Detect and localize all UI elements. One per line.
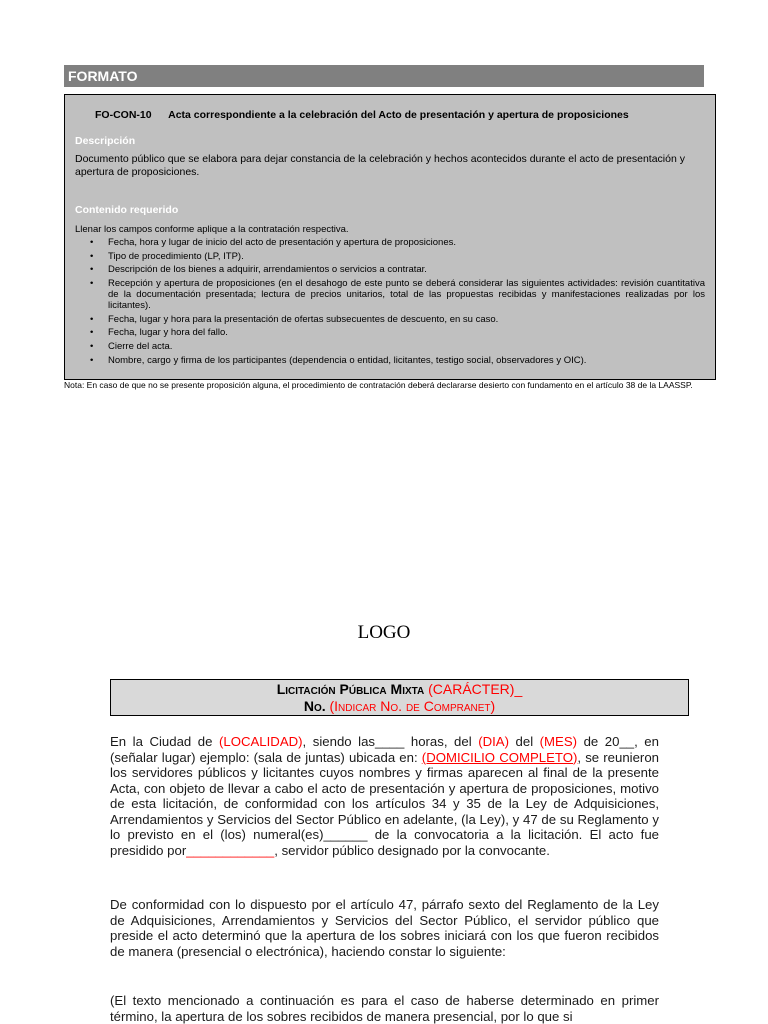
text-run: , siendo las____ horas, del — [302, 734, 479, 749]
list-item: • Cierre del acta. — [75, 341, 705, 352]
text-run: del — [508, 734, 540, 749]
text-run: de 20__, en (señalar lugar) ejemplo: (sala de juntas) ubicada en: — [110, 734, 659, 765]
text-run: , se reunieron los servidores públicos y licitantes cuyos nombres y firmas aparecen al final de la presente Acta, con objeto de llevar a cabo el acto de presentación y apertura de proposiciones, motivo de esta licitación, de conformidad con los artículos 34 y 35 de la Ley de Adquisiciones, Arrendamientos y Servicios del Sector Público en adelante, (la Ley), y 47 de su Reglamento y lo previsto en el (los) numeral(es)______ de la convocatoria a la licitación. El acto fue presidido por — [110, 749, 659, 858]
paragraph-opening — [110, 734, 659, 858]
text-run: En la Ciudad de — [110, 734, 219, 749]
localidad-field: (LOCALIDAD) — [219, 734, 303, 749]
numero-field: (Indicar No. de Compranet) — [329, 698, 496, 714]
list-item: • Recepción y apertura de proposiciones (en el desahogo de este punto se deberá considerar las siguientes actividades: revisión cuantitativa de la documentación presentada; lectura de precios unitarios, total de las propuestas recibidas y manifestaciones realizadas por los licitantes). — [75, 278, 705, 311]
nota: Nota: En caso de que no se presente proposición alguna, el procedimiento de contratación deberá declararse desierto con fundamento en el artículo 38 de la LAASSP. — [64, 380, 693, 390]
dia-field: (DIA) — [478, 734, 509, 749]
list-item: • Fecha, lugar y hora para la presentación de ofertas subsecuentes de descuento, en su caso. — [75, 314, 705, 325]
presidente-blank: ____________ — [186, 842, 275, 858]
caracter-suffix: _ — [514, 681, 523, 697]
form-code: FO-CON-10 — [95, 109, 152, 121]
logo: LOGO — [357, 622, 411, 643]
numero-line — [111, 698, 688, 715]
text-run: , servidor público designado por la convocante. — [274, 842, 550, 858]
list-item: • Tipo de procedimiento (LP, ITP). — [75, 251, 705, 262]
contenido-intro: Llenar los campos conforme aplique a la contratación respectiva. — [75, 224, 349, 235]
descripcion-text: Documento público que se elabora para dejar constancia de la celebración y hechos acontecidos durante el acto de presentación y apertura de proposiciones. — [75, 153, 685, 178]
list-item: • Fecha, lugar y hora del fallo. — [75, 327, 705, 338]
caracter-field: (CARÁCTER) — [428, 681, 515, 697]
contenido-list — [75, 237, 705, 369]
form-title-text: Acta correspondiente a la celebración del Acto de presentación y apertura de proposiciones — [168, 109, 629, 121]
paragraph-apertura: De conformidad con lo dispuesto por el artículo 47, párrafo sexto del Reglamento de la Ley de Adquisiciones, Arrendamientos y Servicios del Sector Público, el servidor público que preside el acto determinó que la apertura de los sobres iniciará con los que fueron recibidos de manera (presencial o electrónica), haciendo constar lo siguiente: — [110, 897, 659, 959]
numero-label: No. — [303, 698, 326, 714]
paragraph-nota-texto: (El texto mencionado a continuación es para el caso de haberse determinado en primer término, la apertura de los sobres recibidos de manera presencial, por lo que si — [110, 993, 659, 1024]
licitacion-line — [111, 681, 688, 698]
form-title — [95, 109, 629, 121]
mes-field: (MES) — [539, 734, 578, 749]
contenido-label: Contenido requerido — [75, 204, 179, 216]
formato-header: FORMATO — [64, 65, 704, 87]
list-item: • Descripción de los bienes a adquirir, arrendamientos o servicios a contratar. — [75, 264, 705, 275]
list-item: • Nombre, cargo y firma de los participantes (dependencia o entidad, licitantes, testigo social, observadores y OIC). — [75, 355, 705, 366]
domicilio-field: (DOMICILIO COMPLETO) — [421, 749, 578, 765]
list-item: • Fecha, hora y lugar de inicio del acto de presentación y apertura de proposiciones. — [75, 237, 705, 248]
licitacion-label: Licitación Pública Mixta — [276, 681, 425, 697]
descripcion-label: Descripción — [75, 135, 136, 147]
formato-box — [64, 94, 716, 380]
licitacion-box — [110, 679, 689, 716]
